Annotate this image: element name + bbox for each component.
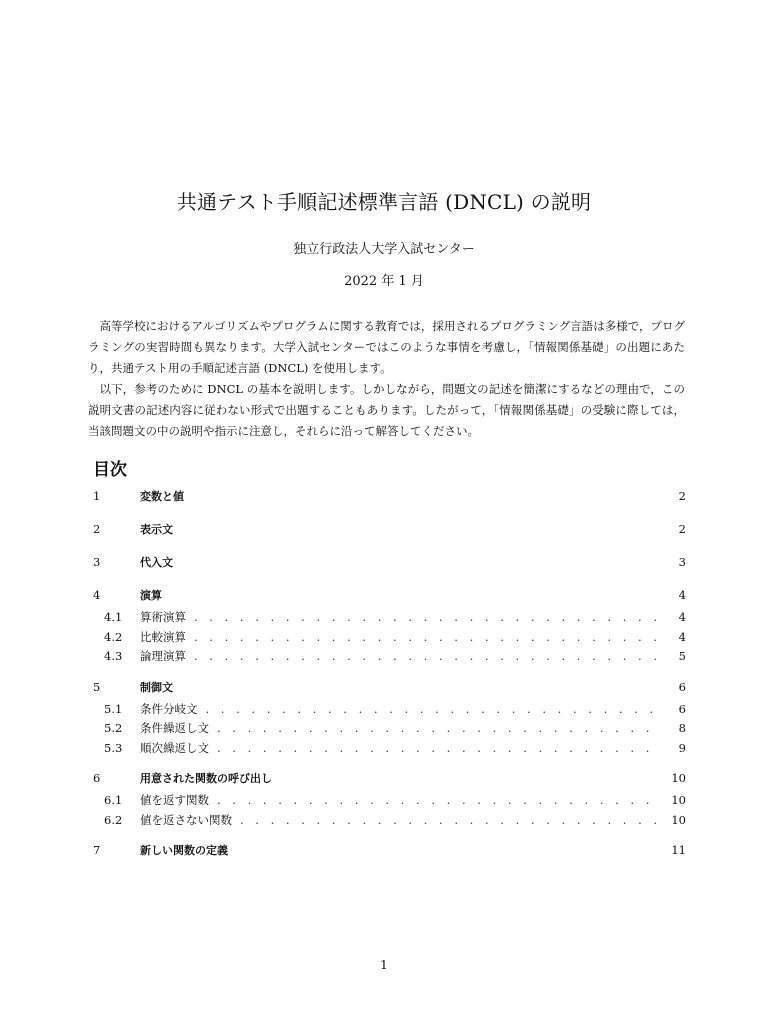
toc-entry[interactable] [93, 770, 686, 792]
document-date: 2022 年 1 月 [344, 274, 424, 289]
document-title: 共通テスト手順記述標準言語 (DNCL) の説明 [176, 190, 592, 214]
toc-entry-number: 2 [93, 522, 101, 536]
toc-entry-title: 制御文 [140, 680, 173, 694]
page-number: 1 [380, 958, 388, 972]
toc-subentry[interactable] [93, 720, 686, 740]
toc-entry-number: 7 [93, 843, 101, 857]
toc-entry-page: 2 [678, 522, 686, 536]
toc-section [93, 554, 686, 576]
toc-subentry-title: 算術演算 [140, 610, 186, 624]
toc-entry-page: 6 [678, 679, 686, 694]
toc-entry-page: 10 [671, 771, 686, 785]
toc-subentry-number: 4.2 [104, 629, 123, 644]
toc-entry[interactable] [93, 488, 686, 510]
toc-entry-page: 4 [678, 588, 686, 602]
toc-dot-leader [217, 721, 662, 735]
toc-subentry[interactable] [93, 648, 686, 668]
toc-entry-page: 2 [678, 489, 686, 503]
toc-subentry[interactable] [93, 701, 686, 721]
toc-subentry-number: 4.1 [104, 610, 123, 624]
toc-dot-leader [217, 741, 662, 755]
toc-subentry-number: 6.1 [104, 793, 123, 807]
toc-entry-number: 3 [93, 555, 101, 569]
toc-entry-number: 1 [93, 489, 101, 503]
toc-section [93, 521, 686, 543]
toc-entry-title: 代入文 [140, 556, 173, 569]
toc-subentry-title: 論理演算 [140, 649, 186, 663]
toc-subentry-title: 順次繰返し文 [140, 740, 209, 755]
toc-subentry-page: 4 [678, 610, 686, 624]
toc-entry-title: 変数と値 [140, 490, 184, 503]
toc-subentry-title: 比較演算 [140, 629, 186, 644]
toc-entry-number: 5 [93, 679, 101, 694]
toc-subentry-title: 条件分岐文 [140, 701, 198, 716]
table-of-contents [93, 488, 686, 875]
toc-entry-page: 11 [671, 843, 686, 857]
toc-entry-title: 新しい関数の定義 [140, 844, 228, 857]
toc-subentry-number: 5.1 [104, 701, 123, 716]
toc-subentry-number: 6.2 [104, 812, 123, 827]
toc-entry-title: 用意された関数の呼び出し [140, 772, 272, 785]
toc-entry[interactable] [93, 554, 686, 576]
toc-entry[interactable] [93, 587, 686, 609]
abstract-paragraph: 高等学校におけるアルゴリズムやプログラムに関する教育では，採用されるプログラミング言語は多様で，プログラミングの実習時間も異なります。大学入試センターではこのような事情を考慮し，「情報関係基礎」の出題にあたり，共通テスト用の手順記述言語 (DNCL) を使用します。 [88, 319, 685, 375]
toc-subentry-page: 6 [678, 701, 686, 716]
toc-subentry-title: 条件繰返し文 [140, 721, 209, 735]
toc-subentry-page: 10 [671, 812, 686, 827]
toc-entry[interactable] [93, 679, 686, 701]
toc-entry-page: 3 [678, 555, 686, 569]
toc-subentry[interactable] [93, 609, 686, 629]
toc-section [93, 488, 686, 510]
toc-subentry-number: 5.2 [104, 721, 123, 735]
abstract [88, 316, 685, 442]
toc-dot-leader [240, 813, 662, 827]
toc-subentry-number: 4.3 [104, 649, 123, 663]
toc-section [93, 842, 686, 864]
toc-dot-leader [194, 630, 662, 644]
toc-dot-leader [206, 702, 663, 716]
toc-subentry[interactable] [93, 792, 686, 812]
toc-entry-title: 表示文 [140, 523, 173, 536]
document-author: 独立行政法人大学入試センター [293, 242, 475, 257]
toc-section [93, 679, 686, 760]
toc-dot-leader [194, 649, 662, 663]
toc-subentry-page: 8 [678, 721, 686, 735]
toc-subentry[interactable] [93, 812, 686, 832]
toc-entry-number: 6 [93, 771, 101, 785]
toc-heading: 目次 [93, 460, 127, 480]
toc-subentry-page: 10 [671, 793, 686, 807]
toc-subentry[interactable] [93, 740, 686, 760]
toc-section [93, 587, 686, 668]
toc-subentry-page: 4 [678, 629, 686, 644]
toc-dot-leader [217, 793, 662, 807]
toc-subentry-page: 9 [678, 740, 686, 755]
toc-subentry-title: 値を返さない関数 [140, 812, 232, 827]
toc-dot-leader [194, 610, 662, 624]
toc-entry[interactable] [93, 842, 686, 864]
toc-section [93, 770, 686, 831]
abstract-paragraph: 以下，参考のために DNCL の基本を説明します。しかしながら，問題文の記述を簡潔にするなどの理由で，この説明文書の記述内容に従わない形式で出題することもあります。したがって，「情報関係基礎」の受験に際しては，当該問題文の中の説明や指示に注意し，それらに沿って解答してください。 [88, 382, 685, 438]
toc-entry-title: 演算 [140, 589, 162, 602]
toc-subentry-number: 5.3 [104, 740, 123, 755]
toc-entry-number: 4 [93, 588, 101, 602]
toc-subentry-title: 値を返す関数 [140, 793, 209, 807]
toc-subentry[interactable] [93, 629, 686, 649]
toc-subentry-page: 5 [678, 649, 686, 663]
toc-entry[interactable] [93, 521, 686, 543]
